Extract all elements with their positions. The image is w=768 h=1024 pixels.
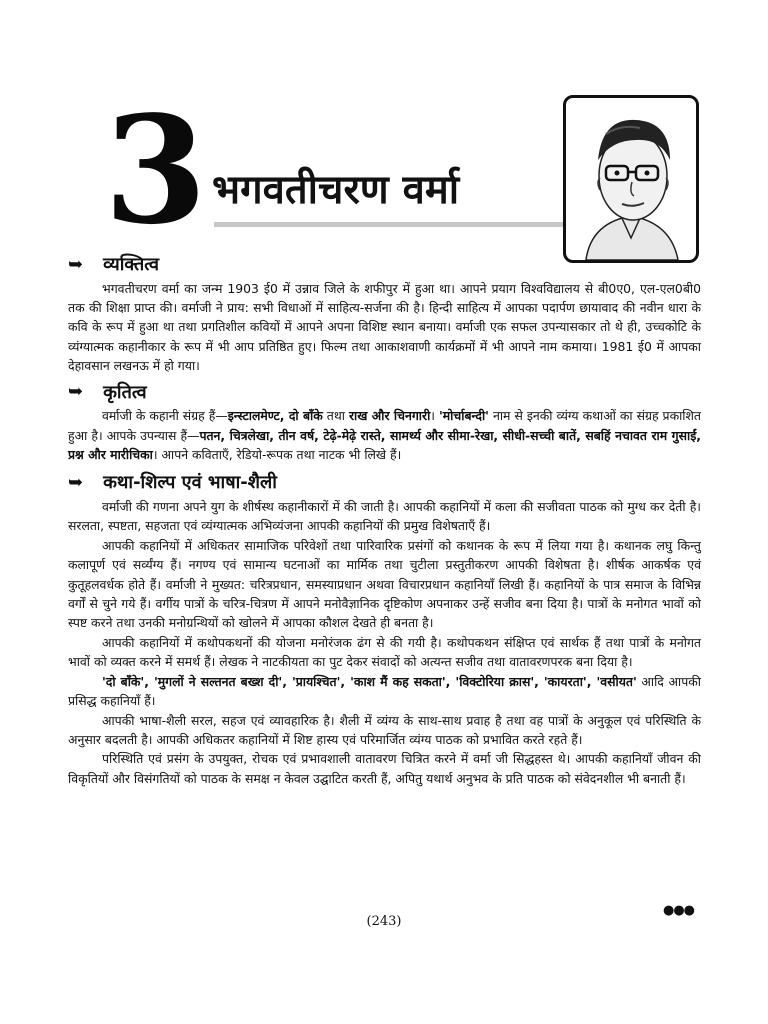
text-run: आपकी भाषा-शैली सरल, सहज एवं व्यावहारिक है। शैली में व्यंग्य के साथ-साथ प्रवाह है तथा वह पात्रों के अनुकूल एवं परिस्थिति के अनुसार बदलती है। आपकी अधिकतर कहानियों में शिष्ट हास्य एवं परिमार्जित व्यंग्य पाठक को प्रभावित करते रहते हैं। xyxy=(68,712,701,747)
section-heading-label: व्यक्तित्व xyxy=(103,254,160,275)
content xyxy=(68,254,701,788)
paragraph xyxy=(68,749,701,788)
author-portrait-drawing xyxy=(566,98,696,260)
bold-text: 'मोर्चाबन्दी' xyxy=(438,408,489,424)
text-run: आपकी कहानियों में अधिकतर सामाजिक परिवेशों तथा पारिवारिक प्रसंगों को कथानक के रूप में लिया गया है। कथानक लघु किन्तु कलापूर्ण एवं सर्व्यंग्य हैं। नगण्य एवं सामान्य घटनाओं का मार्मिक तथा चुटीला प्रस्तुतीकरण आपकी विशेषता है। शीर्षक आकर्षक एवं कुतूहलवर्धक होते हैं। वर्माजी ने मुख्यत: चरित्रप्रधान, समस्याप्रधान अथवा विचारप्रधान कहानियाँ लिखी हैं। कहानियों के पात्र समाज के विभिन्न वर्गों से चुने गये हैं। वर्गीय पात्रों के चरित्र-चित्रण में आपने मनोवैज्ञानिक दृष्टिकोण अपनाकर उन्हें सजीव बना दिया है। पात्रों के मनोगत भावों को स्पष्ट करने तथा उनकी मनोग्रन्थियों को खोलने में आपका कौशल देखते ही बनता है। xyxy=(68,537,701,631)
text-run: भगवतीचरण वर्मा का जन्म 1903 ई0 में उन्नाव जिले के शफीपुर में हुआ था। आपने प्रयाग विश्वविद्यालय से बी0ए0, एल-एल0बी0 तक की शिक्षा प्राप्त की। वर्माजी ने प्राय: सभी विधाओं में साहित्य-सर्जना की है। हिन्दी साहित्य में आपका पदार्पण छायावाद की नवीन धारा के कवि के रूप में हुआ था तथा प्रगतिशील कवियों में आपने अपना विशिष्ट स्थान बनाया। वर्माजी एक सफल उपन्यासकार तो थे ही, उच्चकोटि के व्यंग्यात्मक कहानीकार के रूप में भी आप प्रतिष्ठित हुए। फिल्म तथा आकाशवाणी कार्यक्रमों में भी आपने नाम कमाया। 1981 ई0 में आपका देहावसान लखनऊ में हो गया। xyxy=(68,280,701,374)
bold-text: इन्स्टालमेण्ट, दो बाँके xyxy=(227,408,323,424)
text-run: । आपने कविताएँ, रेडियो-रूपक तथा नाटक भी लिखे हैं। xyxy=(152,447,402,463)
right-arrow-icon: ➥ xyxy=(68,381,84,403)
paragraph xyxy=(68,633,701,672)
page-number: (243) xyxy=(366,914,402,929)
section-heading-0 xyxy=(68,254,701,276)
title-underline xyxy=(214,222,564,227)
bold-text: राख और चिनगारी xyxy=(348,408,431,424)
text-run: नाम से इनकी व्यंग्य कथाओं का संग्रह प्रकाशित हुआ है। आपके उपन्यास हैं— xyxy=(68,408,701,443)
paragraph xyxy=(68,279,701,376)
paragraph xyxy=(68,711,701,750)
text-run: वर्माजी की गणना अपने युग के शीर्षस्थ कहानीकारों में की जाती है। आपकी कहानियों में कला की सजीवता पाठक को मुग्ध कर देती है। सरलता, स्पष्टता, सहजता एवं व्यंग्यात्मक अभिव्यंजना आपकी कहानियों की प्रमुख विशेषताएँ हैं। xyxy=(68,499,701,534)
section-heading-2 xyxy=(68,472,701,494)
right-arrow-icon: ➥ xyxy=(68,472,84,494)
text-run: परिस्थिति एवं प्रसंग के उपयुक्त, रोचक एवं प्रभावशाली वातावरण चित्रित करने में वर्मा जी सिद्धहस्त थे। आपकी कहानियाँ जीवन की विकृतियों और विसंगतियों को पाठक के समक्ष न केवल उद्घाटित करती हैं, अपितु यथार्थ अनुभव के प्रति पाठक को संवेदनशील भी बनाती हैं। xyxy=(68,751,701,786)
bold-text: पतन, चित्रलेखा, तीन वर्ष, टेढ़े-मेढ़े रास्ते, सामर्थ्य और सीमा-रेखा, सीधी-सच्ची बातें, सबहिं नचावत राम गुसाईं, प्रश्न और मारीचिका xyxy=(68,427,702,463)
end-marker: ●●● xyxy=(663,903,695,918)
text-run: तथा xyxy=(322,408,349,424)
paragraph xyxy=(68,497,701,536)
right-arrow-icon: ➥ xyxy=(68,253,84,275)
bold-text: 'दो बाँके', 'मुगलों ने सल्तनत बख्श दी', 'प्रायश्चित', 'काश मैं कह सकता', 'विक्टोरिया क्रास', 'कायरता', 'वसीयत' xyxy=(102,673,637,689)
section-heading-label: कृतित्व xyxy=(103,381,147,403)
paragraph xyxy=(68,672,701,711)
paragraph xyxy=(68,406,701,464)
text-run: । xyxy=(430,408,439,424)
text-run: वर्माजी के कहानी संग्रह हैं— xyxy=(102,408,228,424)
section-heading-1 xyxy=(68,382,701,404)
text-run: आदि आपकी प्रसिद्ध कहानियाँ हैं। xyxy=(68,673,701,709)
chapter-title: भगवतीचरण वर्मा xyxy=(212,167,460,213)
author-portrait xyxy=(563,95,699,263)
section-heading-label: कथा-शिल्प एवं भाषा-शैली xyxy=(103,472,277,494)
text-run: आपकी कहानियों में कथोपकथनों की योजना मनोरंजक ढंग से की गयी है। कथोपकथन संक्षिप्त एवं सार्थक हैं तथा पात्रों के मनोगत भावों को व्यक्त करने में समर्थ हैं। लेखक ने नाटकीयता का पुट देकर संवादों को अत्यन्त सजीव तथा वातावरणपरक बना दिया है। xyxy=(68,634,701,670)
paragraph xyxy=(68,536,701,633)
chapter-number: 3 xyxy=(104,83,207,257)
